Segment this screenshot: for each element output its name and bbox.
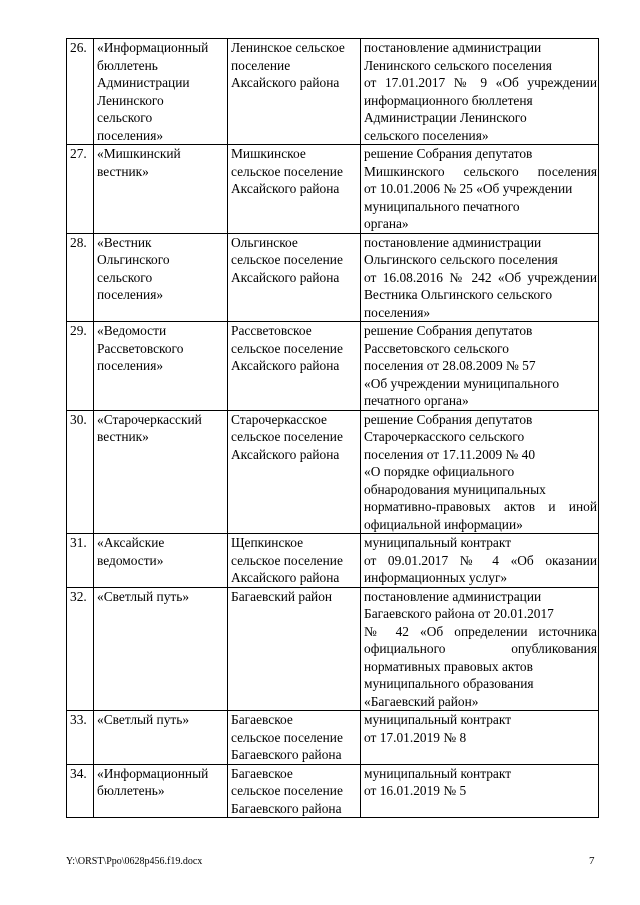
- founding-document-line: обнародования муниципальных: [364, 481, 546, 497]
- founding-document-line: поселения от 17.11.2009 № 40: [364, 446, 536, 462]
- founding-document-line: от 10.01.2006 № 25 «Об учреждении: [364, 181, 573, 196]
- publication-name-cell: [94, 233, 228, 322]
- territory-line: Ольгинское: [231, 234, 298, 250]
- founding-document-line: постановление администрации: [364, 40, 542, 55]
- table-row: [67, 764, 599, 818]
- footer-file-path: Y:\ORST\Ppo\0628p456.f19.docx: [66, 856, 203, 867]
- territory-line: Щепкинское: [231, 535, 304, 550]
- founding-document-line: Рассветовского сельского: [364, 340, 509, 356]
- founding-document-line: «Багаевский район»: [364, 693, 479, 709]
- founding-document-line: поселения от 28.08.2009 № 57: [364, 358, 536, 373]
- publication-name-line: «Вестник: [97, 234, 152, 250]
- publication-name-line: бюллетень»: [97, 783, 165, 798]
- table-row: [67, 410, 599, 534]
- publication-name-line: «Светлый путь»: [97, 588, 190, 604]
- row-number: 30.: [67, 410, 94, 534]
- territory-cell: [228, 322, 361, 411]
- publication-name-line: «Мишкинский: [97, 146, 181, 161]
- territory-line: Багаевское: [231, 765, 293, 781]
- founding-document-line: муниципального образования: [364, 676, 534, 691]
- territory-line: Аксайского района: [231, 181, 340, 196]
- founding-document-line: от 17.01.2017 № 9 «Об учреждении: [364, 75, 597, 90]
- publication-name-cell: [94, 145, 228, 234]
- publication-name-cell: [94, 534, 228, 588]
- publication-name-line: Ленинского: [97, 92, 164, 108]
- territory-cell: [228, 410, 361, 534]
- founding-document-cell: [361, 145, 599, 234]
- publication-name-line: «Информационный: [97, 765, 209, 781]
- table-row: [67, 587, 599, 711]
- founding-document-line: от 17.01.2019 № 8: [364, 729, 467, 745]
- row-number: 32.: [67, 587, 94, 711]
- territory-line: сельское поселение: [231, 429, 343, 444]
- territory-line: Аксайского района: [231, 75, 340, 90]
- territory-line: Аксайского района: [231, 446, 340, 462]
- territory-line: Аксайского района: [231, 269, 340, 285]
- publication-name-cell: [94, 39, 228, 145]
- founding-document-line: муниципальный контракт: [364, 765, 512, 781]
- territory-line: сельское поселение: [231, 252, 343, 267]
- founding-document-line: поселения»: [364, 304, 431, 320]
- territory-line: Багаевское: [231, 712, 293, 727]
- table-row: [67, 322, 599, 411]
- table-row: [67, 145, 599, 234]
- row-number: 26.: [67, 39, 94, 145]
- founding-document-line: Вестника Ольгинского сельского: [364, 287, 553, 302]
- founding-document-line: печатного органа»: [364, 393, 469, 408]
- row-number: 33.: [67, 711, 94, 765]
- table-row: [67, 39, 599, 145]
- territory-line: сельское поселение: [231, 729, 343, 745]
- row-number: 34.: [67, 764, 94, 818]
- publication-name-line: вестник»: [97, 429, 149, 444]
- publication-name-line: «Светлый путь»: [97, 712, 190, 727]
- territory-cell: [228, 233, 361, 322]
- founding-document-line: постановление администрации: [364, 588, 542, 604]
- territory-line: Багаевского района: [231, 747, 342, 762]
- territory-line: сельское поселение: [231, 552, 343, 568]
- territory-cell: [228, 39, 361, 145]
- founding-document-line: официальной информации»: [364, 516, 523, 532]
- founding-document-cell: [361, 534, 599, 588]
- founding-document-line: решение Собрания депутатов: [364, 146, 533, 161]
- publication-name-line: ведомости»: [97, 552, 164, 568]
- territory-line: сельское поселение: [231, 783, 343, 798]
- founding-document-line: информационного бюллетеня: [364, 92, 533, 108]
- founding-document-line: нормативно-правовых актов и иной: [364, 499, 597, 514]
- row-number: 29.: [67, 322, 94, 411]
- founding-document-line: от 16.08.2016 № 242 «Об учреждении: [364, 269, 597, 285]
- publication-name-line: «Ведомости: [97, 323, 167, 338]
- publication-name-line: «Информационный: [97, 40, 209, 55]
- founding-document-cell: [361, 410, 599, 534]
- territory-line: сельское поселение: [231, 340, 343, 356]
- founding-document-line: Администрации Ленинского: [364, 110, 527, 125]
- founding-document-cell: [361, 587, 599, 711]
- founding-document-line: муниципальный контракт: [364, 712, 512, 727]
- registry-table: [66, 38, 599, 818]
- territory-line: Аксайского района: [231, 358, 340, 373]
- founding-document-cell: [361, 233, 599, 322]
- row-number: 31.: [67, 534, 94, 588]
- publication-name-cell: [94, 764, 228, 818]
- publication-name-line: «Старочеркасский: [97, 411, 202, 427]
- founding-document-line: решение Собрания депутатов: [364, 411, 533, 427]
- founding-document-line: Ольгинского сельского поселения: [364, 252, 558, 267]
- founding-document-line: Ленинского сельского поселения: [364, 57, 552, 73]
- territory-line: Рассветовское: [231, 323, 312, 338]
- founding-document-line: муниципального печатного: [364, 198, 520, 214]
- territory-cell: [228, 587, 361, 711]
- publication-name-line: «Аксайские: [97, 535, 165, 550]
- territory-line: Ленинское сельское: [231, 40, 345, 55]
- publication-name-cell: [94, 322, 228, 411]
- territory-line: сельское поселение: [231, 163, 343, 179]
- territory-cell: [228, 711, 361, 765]
- territory-line: Багаевского района: [231, 800, 342, 816]
- publication-name-line: сельского: [97, 269, 153, 285]
- row-number: 28.: [67, 233, 94, 322]
- publication-name-line: Рассветовского: [97, 340, 184, 356]
- registry-table-body: [67, 39, 599, 818]
- publication-name-cell: [94, 410, 228, 534]
- founding-document-line: от 09.01.2017 № 4 «Об оказании: [364, 552, 597, 568]
- publication-name-line: вестник»: [97, 163, 149, 179]
- row-number: 27.: [67, 145, 94, 234]
- publication-name-cell: [94, 711, 228, 765]
- founding-document-line: «Об учреждении муниципального: [364, 375, 560, 391]
- table-row: [67, 534, 599, 588]
- founding-document-cell: [361, 39, 599, 145]
- founding-document-line: органа»: [364, 216, 409, 231]
- territory-cell: [228, 764, 361, 818]
- territory-line: Аксайского района: [231, 570, 340, 585]
- publication-name-line: поселения»: [97, 358, 164, 373]
- territory-cell: [228, 145, 361, 234]
- founding-document-line: сельского поселения»: [364, 127, 489, 143]
- founding-document-line: нормативных правовых актов: [364, 658, 533, 674]
- founding-document-line: Багаевского района от 20.01.2017: [364, 606, 554, 621]
- founding-document-line: постановление администрации: [364, 234, 542, 250]
- page-number: 7: [589, 855, 595, 867]
- founding-document-line: № 42 «Об определении источника: [364, 623, 597, 639]
- founding-document-line: Старочеркасского сельского: [364, 429, 525, 444]
- founding-document-line: решение Собрания депутатов: [364, 323, 533, 338]
- founding-document-cell: [361, 711, 599, 765]
- publication-name-line: поселения»: [97, 287, 164, 302]
- publication-name-line: сельского: [97, 110, 153, 125]
- territory-line: Старочеркасское: [231, 411, 327, 427]
- founding-document-line: официального опубликования: [364, 641, 597, 656]
- founding-document-line: «О порядке официального: [364, 464, 515, 479]
- publication-name-line: Администрации: [97, 75, 190, 90]
- founding-document-cell: [361, 764, 599, 818]
- founding-document-cell: [361, 322, 599, 411]
- publication-name-line: бюллетень: [97, 57, 158, 73]
- table-row: [67, 711, 599, 765]
- founding-document-line: муниципальный контракт: [364, 535, 512, 550]
- territory-line: поселение: [231, 57, 291, 73]
- territory-line: Багаевский район: [231, 588, 333, 604]
- publication-name-line: Ольгинского: [97, 252, 170, 267]
- founding-document-line: информационных услуг»: [364, 570, 508, 585]
- table-row: [67, 233, 599, 322]
- publication-name-line: поселения»: [97, 127, 164, 143]
- territory-cell: [228, 534, 361, 588]
- founding-document-line: от 16.01.2019 № 5: [364, 783, 467, 798]
- publication-name-cell: [94, 587, 228, 711]
- founding-document-line: Мишкинского сельского поселения: [364, 163, 597, 179]
- territory-line: Мишкинское: [231, 146, 306, 161]
